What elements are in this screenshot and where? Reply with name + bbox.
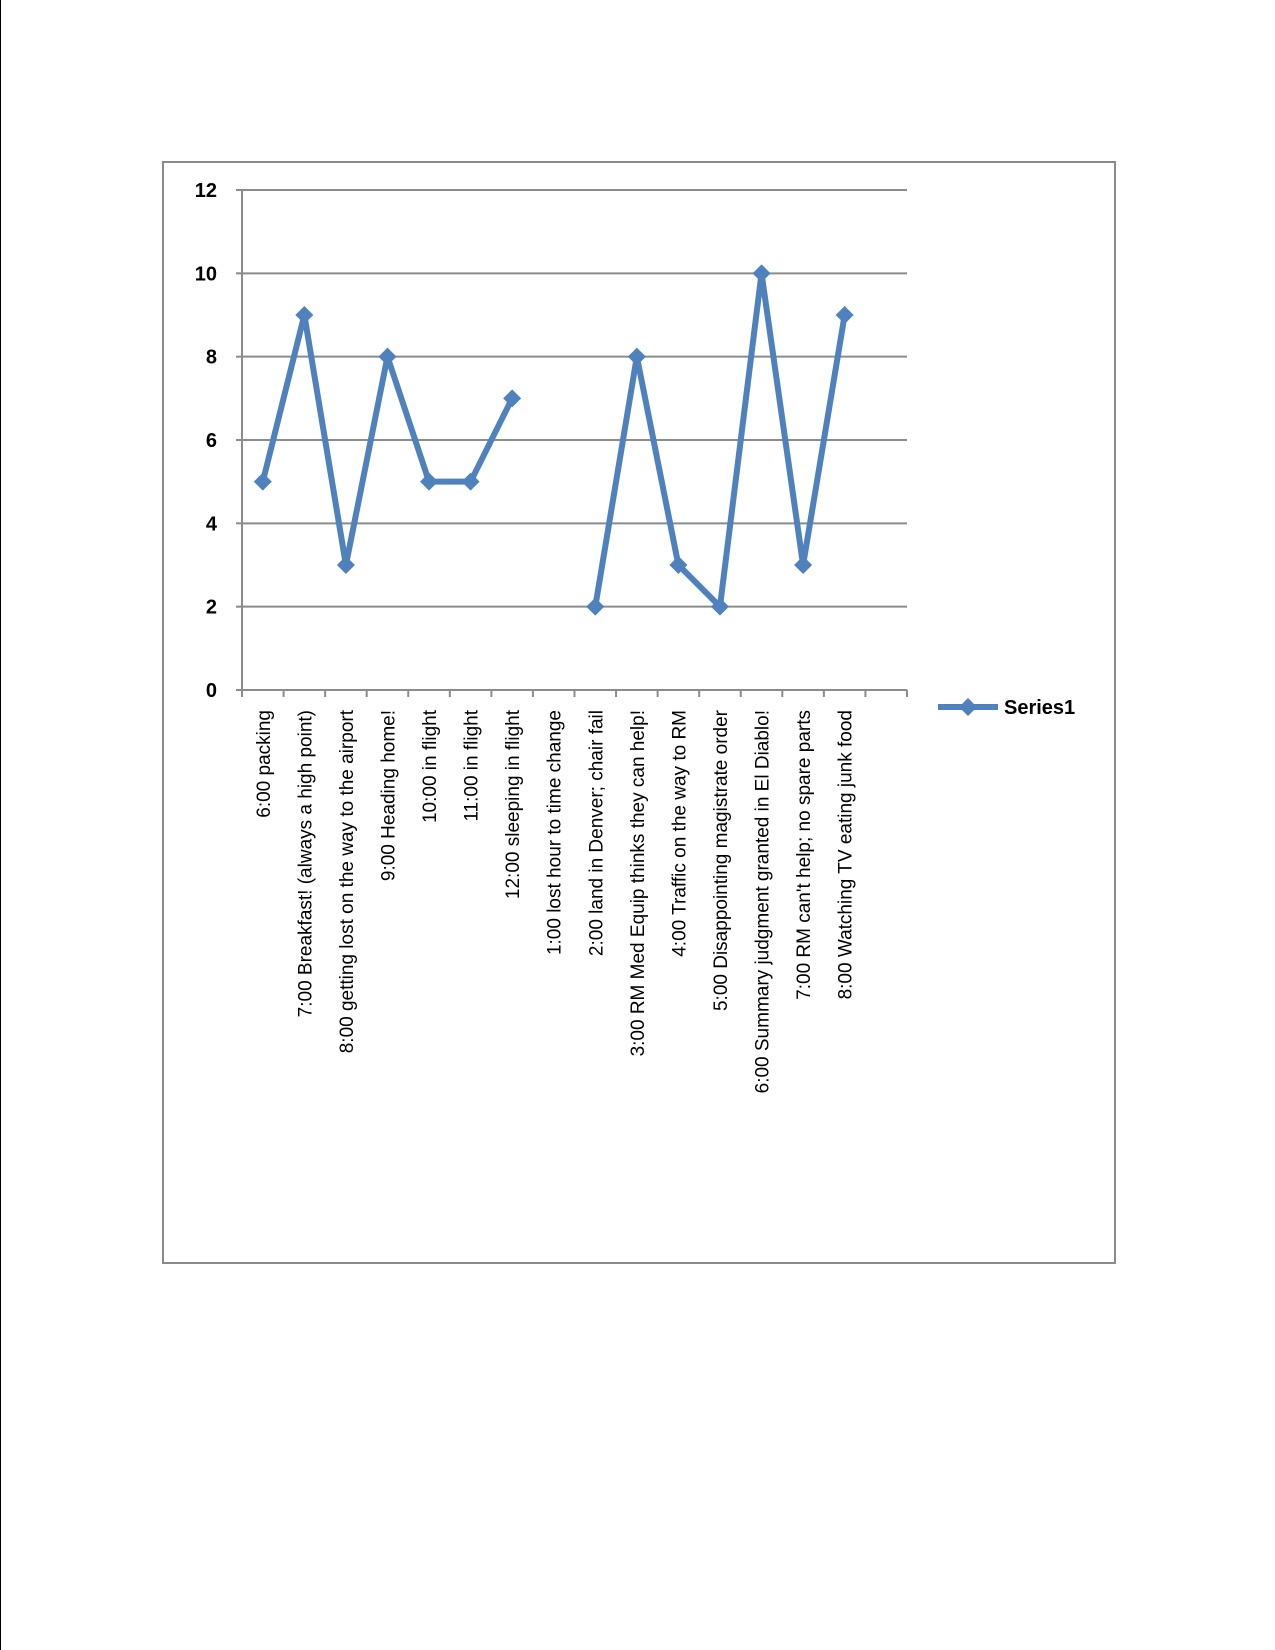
- x-category-label: 6:00 Summary judgment granted in El Diablo!: [752, 710, 774, 1094]
- data-point: [254, 473, 272, 491]
- y-tick-label: 10: [194, 263, 217, 286]
- x-category-label: 1:00 lost hour to time change: [544, 710, 566, 956]
- x-category-label: 8:00 Watching TV eating junk food: [835, 710, 857, 1000]
- data-point: [628, 348, 646, 366]
- x-category-label: 10:00 in flight: [420, 710, 442, 824]
- x-category-label: 6:00 packing: [253, 710, 275, 818]
- data-point: [753, 264, 771, 282]
- y-tick-label: 12: [194, 180, 217, 202]
- data-point: [378, 348, 396, 366]
- data-point: [337, 556, 355, 574]
- data-point: [836, 306, 854, 324]
- data-point: [420, 473, 438, 491]
- x-category-label: 3:00 RM Med Equip thinks they can help!: [627, 710, 649, 1057]
- y-tick-label: 0: [205, 680, 217, 702]
- x-category-label: 5:00 Disappointing magistrate order: [710, 710, 732, 1012]
- x-category-label: 12:00 sleeping in flight: [503, 710, 525, 900]
- y-tick-label: 4: [205, 513, 217, 536]
- x-category-label: 4:00 Traffic on the way to RM: [669, 710, 691, 957]
- legend-label: Series1: [1004, 697, 1076, 719]
- legend-marker: [959, 698, 977, 716]
- data-point: [794, 556, 812, 574]
- y-tick-label: 2: [205, 596, 217, 619]
- x-category-label: 7:00 RM can't help; no spare parts: [794, 710, 816, 1000]
- y-tick-label: 8: [205, 346, 217, 369]
- x-category-label: 11:00 in flight: [461, 710, 483, 822]
- y-tick-label: 6: [205, 430, 217, 452]
- x-category-label: 8:00 getting lost on the way to the airport: [336, 710, 358, 1054]
- data-point: [586, 598, 604, 616]
- x-category-label: 9:00 Heading home!: [378, 710, 400, 882]
- data-point: [295, 306, 313, 324]
- x-category-label: 7:00 Breakfast! (always a high point): [295, 710, 317, 1018]
- x-category-label: 2:00 land in Denver; chair fail: [586, 710, 608, 957]
